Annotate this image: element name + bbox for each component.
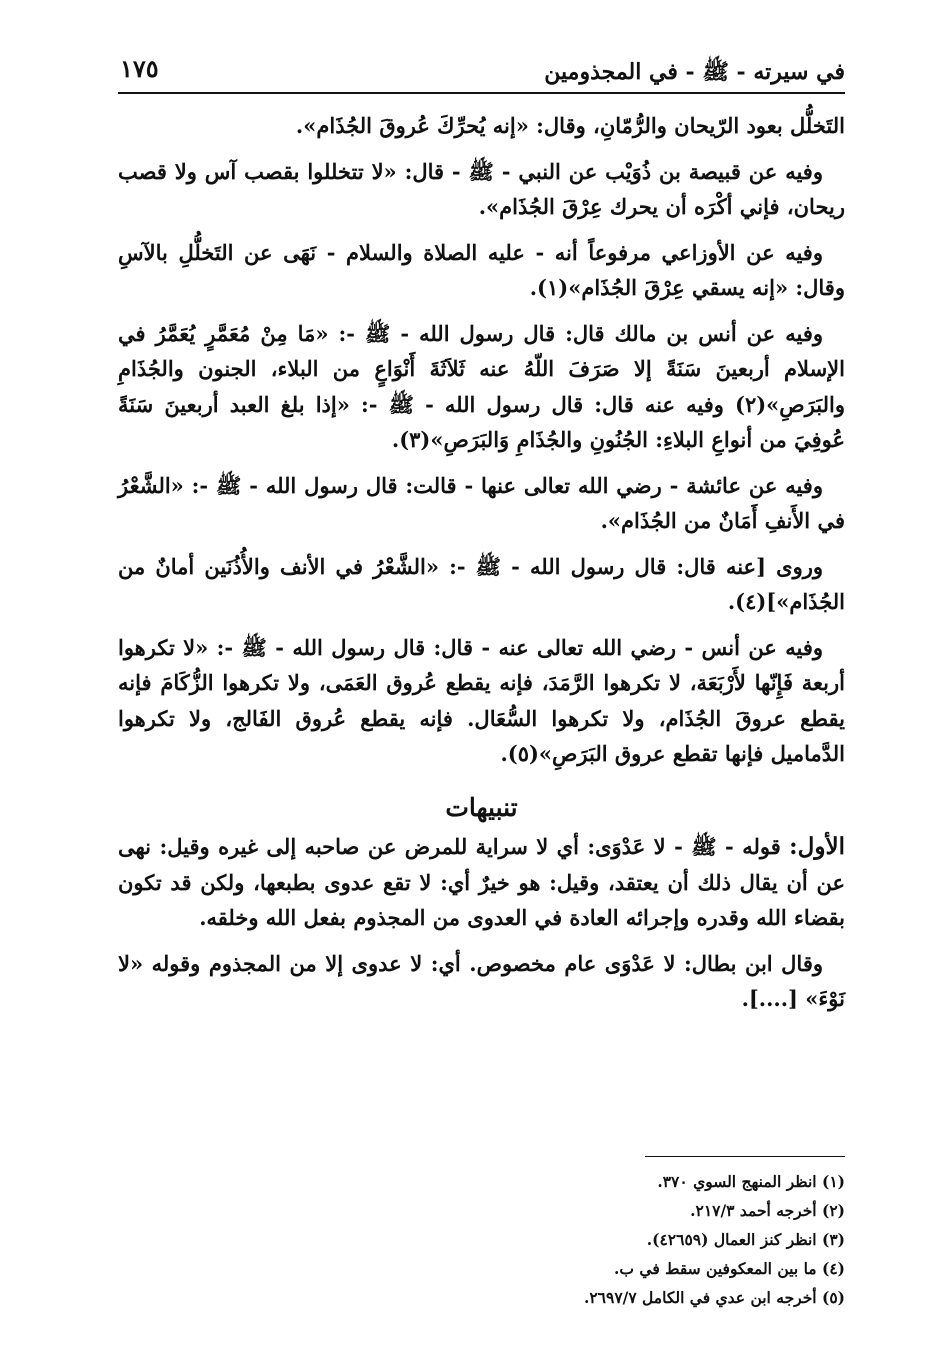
section-heading: تنبيهات — [445, 792, 518, 822]
paragraph: وفيه عن عائشة - رضي الله تعالى عنها - قالت: قال رسول الله - ﷺ -: «الشَّعْرُ في الأَنفِ أَمَانٌ من الجُذَام». — [118, 472, 845, 533]
footnote: (١) انظر المنهج السوي ٣٧٠. — [657, 1172, 845, 1191]
note-first-lead: الأول: — [789, 833, 845, 860]
footnote-divider — [645, 1156, 845, 1157]
footnotes — [118, 1156, 845, 1312]
book-page — [118, 44, 845, 1344]
paragraph: وفيه عن قبيصة بن ذُوَيْب عن النبي - ﷺ - قال: «لا تتخللوا بقصب آس ولا قصب ريحان، فإني أكْرَه أن يحرك عِرْقَ الجُذَام». — [118, 158, 845, 219]
paragraph: التَخلُّل بعود الرّيحان والرُّمّانِ، وقال: «إنه يُحرِّكَ عُروقَ الجُذَام». — [295, 113, 845, 138]
paragraph: وفيه عن أنس - رضي الله تعالى عنه - قال: قال رسول الله - ﷺ -: «لا تكرهوا أربعة فَإِنّها لأَرْبَعَة، لا تكرهوا الرَّمَدَ، فإنه يقطع عُروق العَمَى، ولا تكرهوا الزُّكَامَ فإنه يقطع عروقَ الجُذَام، ولا تكرهوا السُّعَال. فإنه يقطع عُروق الفَالج، ولا تكرهوا الدَّماميل فإنها تقطع عروق البَرَصِ»(٥). — [118, 634, 845, 766]
note-first — [118, 829, 845, 936]
paragraph: وفيه عن الأوزاعي مرفوعاً أنه - عليه الصلاة والسلام - نَهَى عن التَخلُّلِ بالآسِ وقال: «إنه يسقي عِرْقَ الجُذَام»(١). — [118, 239, 845, 300]
paragraph: وروى [عنه قال: قال رسول الله - ﷺ -: «الشَّعْرُ في الأنف والأُذُنَين أمانٌ من الجُذَام»](٤). — [118, 553, 845, 614]
running-header — [118, 44, 845, 94]
running-title: في سيرته - ﷺ - في المجذومين — [544, 59, 845, 85]
footnote: (٥) أخرجه ابن عدي في الكامل ٢٦٩٧/٧. — [583, 1288, 845, 1307]
note-first-text: قوله - ﷺ - لا عَدْوَى: أي لا سراية للمرض عن صاحبه إلى غيره وقيل: نهى عن أن يقال ذلك أن يعتقد، وقيل: هو خيرٌ أي: لا تقع عدوى بطبعها، ولكن قد تكون بقضاء الله وقدره وإجرائه العادة في العدوى من المجذوم بفعل الله وخلقه. — [118, 834, 845, 930]
footnote: (٢) أخرجه أحمد ٢١٧/٣. — [690, 1201, 845, 1220]
footnote: (٣) انظر كنز العمال (٤٢٦٥٩). — [646, 1230, 845, 1249]
note-second: وقال ابن بطال: لا عَدْوَى عام مخصوص. أي: لا عدوى إلا من المجذوم وقوله «لا نَوْءَ» [....]. — [118, 950, 845, 1011]
footnote: (٤) ما بين المعكوفين سقط في ب. — [614, 1259, 845, 1278]
page-number: ١٧٥ — [120, 54, 159, 83]
paragraph: وفيه عن أنس بن مالك قال: قال رسول الله - ﷺ -: «مَا مِنْ مُعَمَّرٍ يُعَمَّرُ في الإسلام أربعينَ سَنَةً إلا صَرَفَ اللّهُ عنه ثَلاَثَةَ أَنْوَاعٍ من البلاء، الجنون والجُذَامِ والبَرَصِ»(٢) وفيه عنه قال: قال رسول الله - ﷺ -: «إذا بلغ العبد أربعينَ سَنَةً عُوفِيَ من أنواعِ البلاءِ: الجُنُونِ والجُذَامِ وَالبَرَصِ»(٣). — [118, 320, 845, 452]
body-text — [118, 108, 845, 1017]
